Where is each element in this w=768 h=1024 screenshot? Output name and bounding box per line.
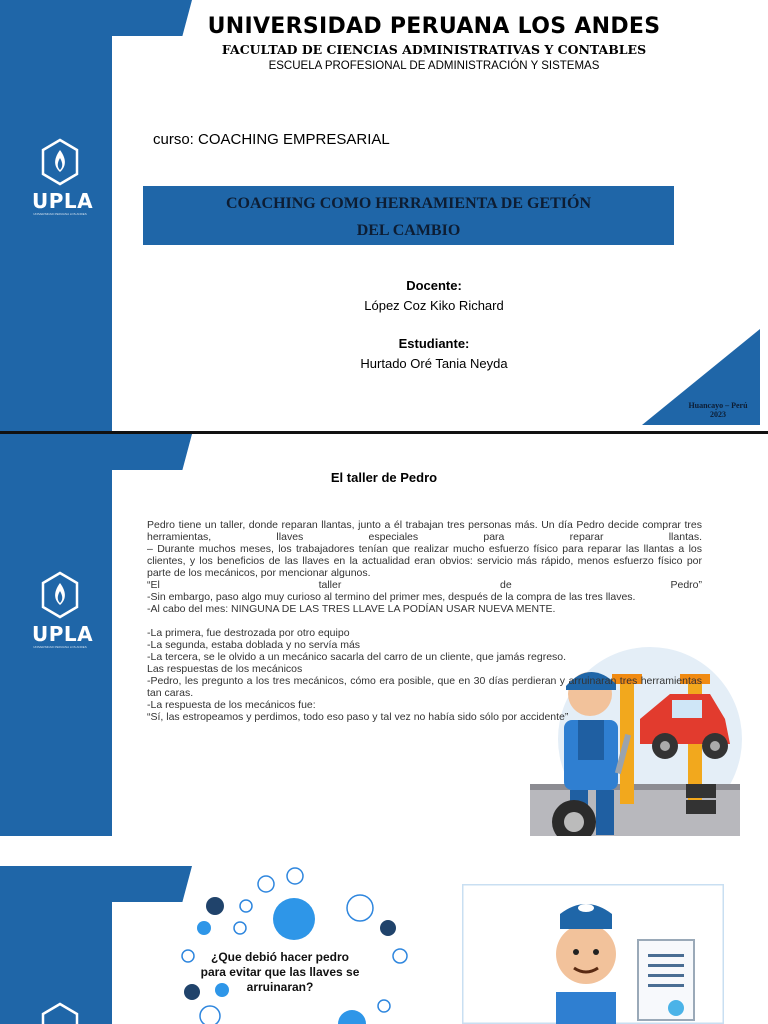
story-paragraph: -Pedro, les pregunto a los tres mecánicos, cómo era posible, que en 30 días perdieran y arruinaran tres herramientas tan caras. xyxy=(147,675,702,699)
topic-banner xyxy=(143,186,674,245)
topic-line-2: DEL CAMBIO xyxy=(356,222,461,239)
story-paragraph: -La primera, fue destrozada por otro equipo xyxy=(147,627,350,639)
mechanic-checklist-illustration xyxy=(462,884,724,1024)
bubble-circles-decoration xyxy=(180,866,420,1024)
slide-story xyxy=(0,434,768,836)
faculty-title: FACULTAD DE CIENCIAS ADMINISTRATIVAS Y CONTABLES xyxy=(221,42,647,57)
story-paragraph: “El taller de Pedro” xyxy=(147,579,702,591)
sidebar-tab xyxy=(112,0,192,36)
slide-question xyxy=(0,866,768,1024)
student-name: Hurtado Oré Tania Neyda xyxy=(360,356,508,371)
logo-name: UPLA xyxy=(32,189,94,213)
upla-logo xyxy=(32,571,94,649)
logo-subtitle: UNIVERSIDAD PERUANA LOS ANDES xyxy=(33,645,87,649)
upla-logo xyxy=(32,1002,88,1024)
logo-name: UPLA xyxy=(32,622,94,646)
teacher-label: Docente: xyxy=(406,278,462,293)
story-paragraph: -La respuesta de los mecánicos fue: xyxy=(147,699,316,711)
story-paragraph: Las respuestas de los mecánicos xyxy=(147,663,303,675)
sidebar-tab xyxy=(112,434,192,470)
school-title: ESCUELA PROFESIONAL DE ADMINISTRACIÓN Y SISTEMAS xyxy=(268,60,600,72)
story-paragraph: Pedro tiene un taller, donde reparan llantas, junto a él trabajan tres personas más. Un día Pedro decide comprar tres herramientas, llaves especiales para reparar llantas. xyxy=(147,519,702,543)
story-paragraph: -Al cabo del mes: NINGUNA DE LAS TRES LLAVE LA PODÍAN USAR NUEVA MENTE. xyxy=(147,603,556,615)
shield-flame-icon xyxy=(40,138,80,186)
story-paragraph: – Durante muchos meses, los trabajadores tenían que realizar mucho esfuerzo físico para reparar las llantas a los clientes, y los beneficios de las llaves en la actualidad eran obvios: servicio más rápido, menos esfuerzo físico por parte de los mecánicos, por mencionar algunos. xyxy=(147,543,702,579)
story-paragraph: “Sí, las estropeamos y perdimos, todo eso paso y tal vez no había sido sólo por accidente” xyxy=(147,711,569,723)
course-label: curso: COACHING EMPRESARIAL xyxy=(153,131,390,148)
university-title: UNIVERSIDAD PERUANA LOS ANDES xyxy=(207,14,661,39)
story-paragraph: -La segunda, estaba doblada y no servía más xyxy=(147,639,361,651)
question-text: ¿Que debió hacer pedro para evitar que las llaves se arruinaran? xyxy=(200,950,360,994)
teacher-name: López Coz Kiko Richard xyxy=(364,298,504,313)
story-title: El taller de Pedro xyxy=(330,470,438,485)
year-text: 2023 xyxy=(710,410,726,419)
place-year xyxy=(682,401,754,419)
sidebar-band xyxy=(0,866,112,1024)
story-paragraph: -Sin embargo, paso algo muy curioso al termino del primer mes, después de la compra de las tres llaves. xyxy=(147,591,636,603)
topic-line-1: COACHING COMO HERRAMIENTA DE GETIÓN xyxy=(225,195,592,212)
upla-logo xyxy=(32,138,94,216)
story-text xyxy=(147,519,702,723)
story-paragraph: -La tercera, se le olvido a un mecánico sacarla del carro de un cliente, que jamás regreso. xyxy=(147,651,567,663)
shield-flame-icon xyxy=(40,571,80,619)
place-text: Huancayo – Perú xyxy=(688,401,748,410)
shield-flame-icon xyxy=(40,1002,80,1024)
logo-subtitle: UNIVERSIDAD PERUANA LOS ANDES xyxy=(33,212,87,216)
student-label: Estudiante: xyxy=(398,336,470,351)
slide-cover xyxy=(0,0,768,434)
